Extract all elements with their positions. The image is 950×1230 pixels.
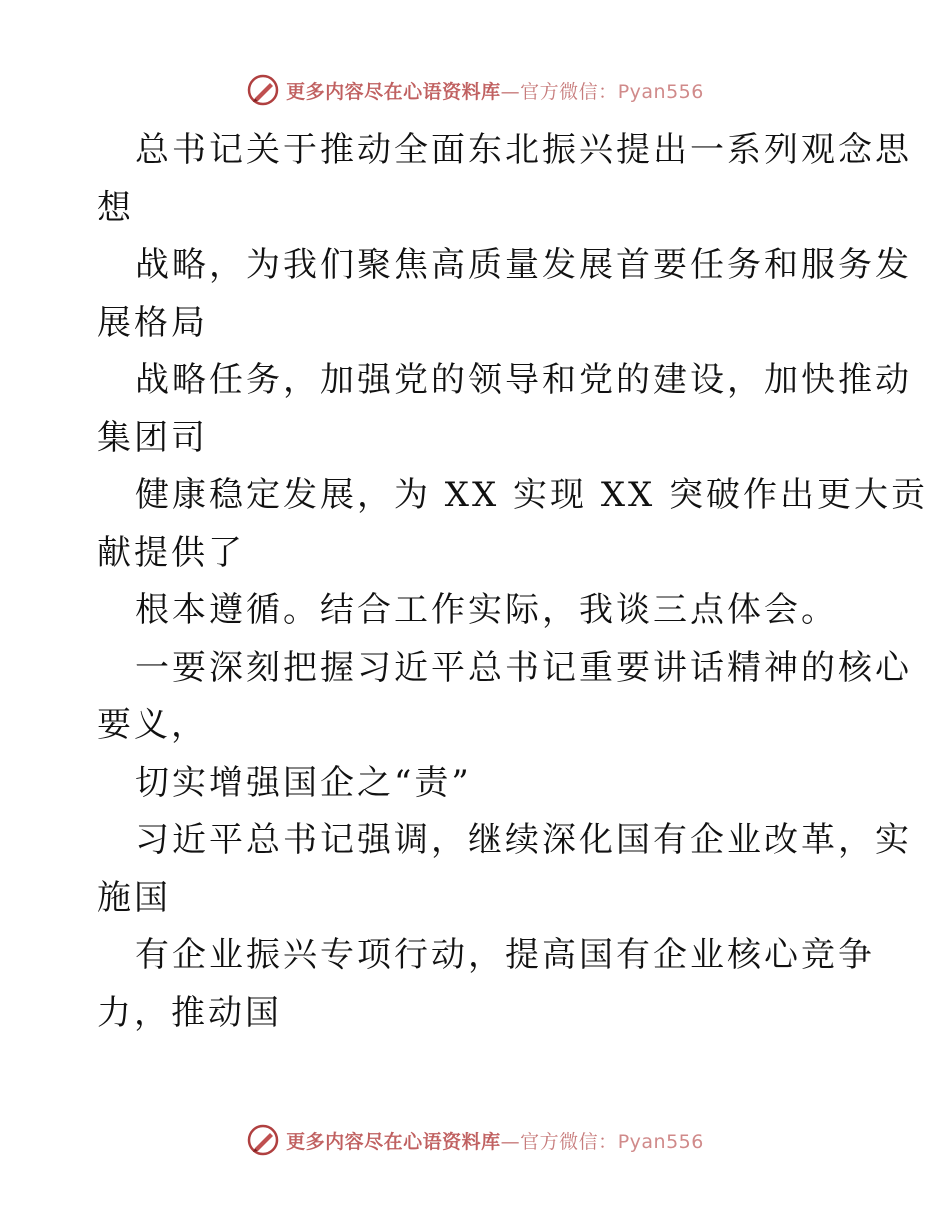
text-line: 献提供了 — [97, 532, 245, 573]
watermark-brand: 更多内容尽在心语资料库 — [286, 1130, 501, 1153]
watermark-separator: — — [500, 1130, 521, 1153]
text-line: 施国 — [97, 877, 171, 918]
watermark-separator: — — [500, 80, 521, 103]
text-line: 展格局 — [97, 302, 208, 343]
watermark-account: Pyan556 — [617, 80, 704, 103]
text-line: 力，推动国 — [97, 992, 282, 1033]
document-body — [97, 122, 929, 1042]
footer-watermark-banner — [0, 1120, 950, 1160]
text-line: 习近平总书记强调，继续深化国有企业改革，实 — [135, 820, 912, 860]
watermark-text — [286, 1127, 704, 1154]
text-line: 战略任务，加强党的领导和党的建设，加快推动 — [135, 360, 912, 400]
text-line: 要义， — [97, 705, 208, 745]
watermark-text — [286, 77, 704, 104]
text-line: 有企业振兴专项行动，提高国有企业核心竞争 — [135, 935, 875, 975]
text-line: 总书记关于推动全面东北振兴提出一系列观念思 — [135, 130, 912, 170]
watermark-label: 官方微信： — [520, 80, 618, 103]
text-line: 想 — [97, 187, 134, 228]
watermark-label: 官方微信： — [520, 1130, 618, 1153]
pen-logo-icon — [246, 1123, 280, 1157]
text-line: 根本遵循。结合工作实际，我谈三点体会。 — [135, 590, 838, 630]
header-watermark-banner — [0, 70, 950, 110]
text-line: 一要深刻把握习近平总书记重要讲话精神的核心 — [135, 647, 912, 688]
text-line: 集团司 — [97, 417, 208, 458]
text-line: 战略，为我们聚焦高质量发展首要任务和服务发 — [135, 245, 912, 285]
pen-logo-icon — [246, 73, 280, 107]
watermark-account: Pyan556 — [617, 1130, 704, 1153]
watermark-brand: 更多内容尽在心语资料库 — [286, 80, 501, 103]
text-line: 切实增强国企之“责” — [135, 762, 472, 803]
text-line: 健康稳定发展，为 XX 实现 XX 突破作出更大贡 — [135, 475, 929, 515]
